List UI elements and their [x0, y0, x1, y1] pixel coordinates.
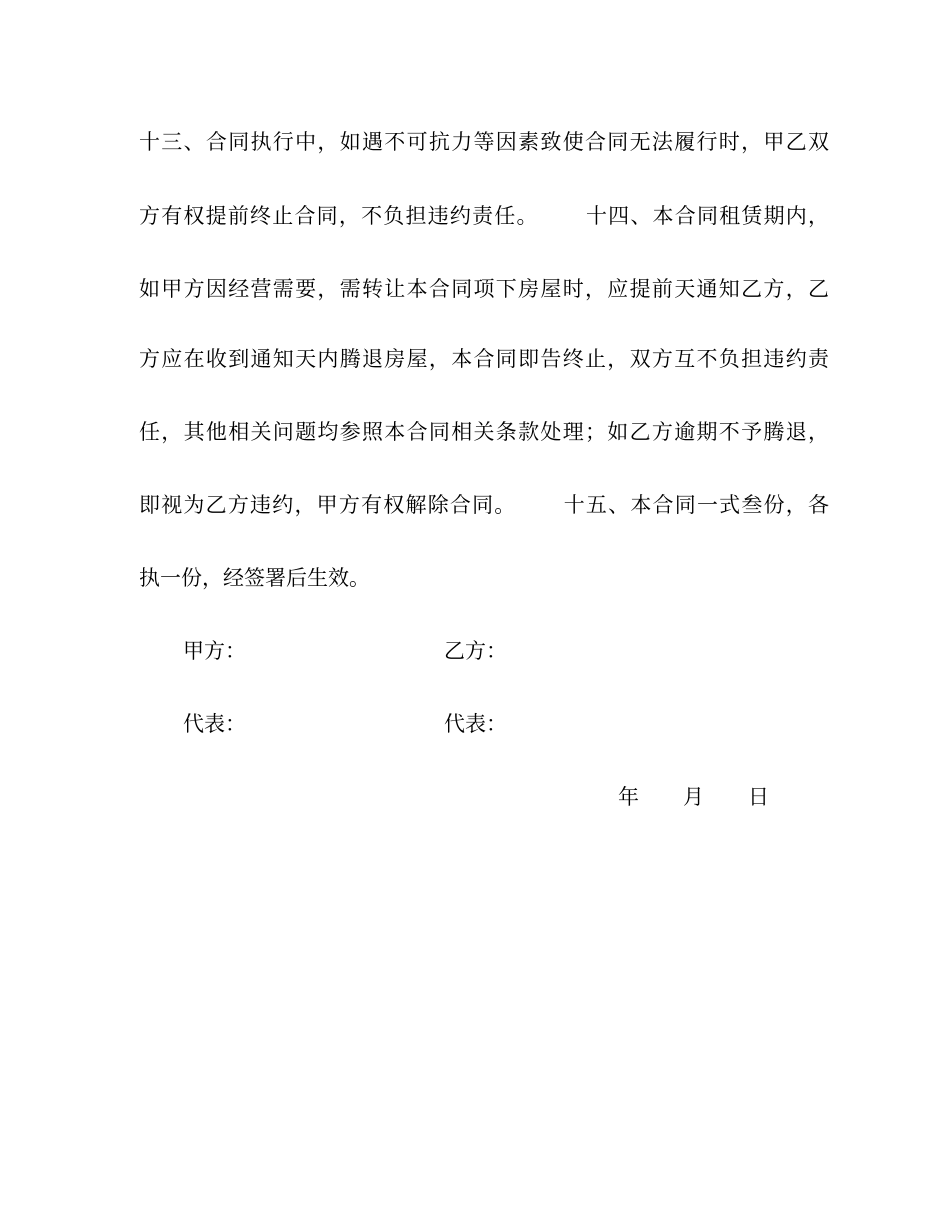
date-year: 年 [618, 785, 639, 809]
clause-15-text: 执一份，经签署后生效。 [139, 566, 370, 590]
paragraph-line [139, 344, 829, 374]
paragraph-line [139, 274, 829, 304]
paragraph-line [139, 563, 829, 593]
clause-14-text-end: 即视为乙方违约，甲方有权解除合同。 [139, 493, 517, 517]
rep-b-label: 代表： [444, 712, 507, 736]
clause-14-text-cont: 方应在收到通知天内腾退房屋，本合同即告终止，双方互不负担违约责 [139, 347, 829, 371]
paragraph-line [139, 417, 829, 447]
date-day: 日 [748, 785, 769, 809]
date-month: 月 [683, 785, 704, 809]
clause-13-text: 十三、合同执行中，如遇不可抗力等因素致使合同无法履行时，甲乙双 [139, 130, 829, 154]
paragraph-line [139, 127, 829, 157]
clause-14-text: 如甲方因经营需要，需转让本合同项下房屋时，应提前天通知乙方，乙 [139, 277, 829, 301]
rep-a-label: 代表： [183, 712, 246, 736]
clause-15-heading: 十五、本合同一式叁份，各 [562, 493, 829, 517]
paragraph-line [139, 490, 829, 520]
clause-14-heading: 十四、本合同租赁期内， [584, 204, 830, 228]
clause-13-text-cont: 方有权提前终止合同，不负担违约责任。 [139, 204, 539, 228]
party-a-label: 甲方： [183, 639, 246, 663]
clause-14-text-cont-2: 任，其他相关问题均参照本合同相关条款处理；如乙方逾期不予腾退， [139, 420, 829, 444]
paragraph-line [139, 201, 829, 231]
party-b-label: 乙方： [444, 639, 507, 663]
